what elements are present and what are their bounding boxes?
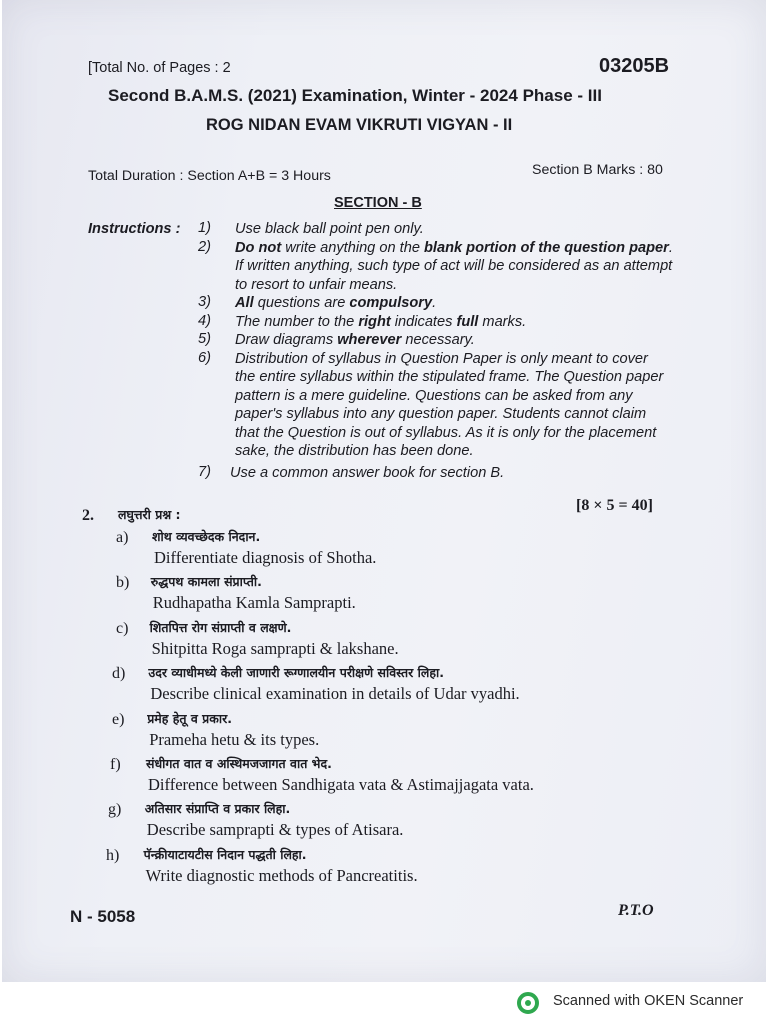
instruction-line: Draw diagrams wherever necessary. — [235, 332, 475, 348]
instruction-line: the entire syllabus within the stipulated frame. The Question paper — [235, 369, 664, 385]
section-heading: SECTION - B — [334, 195, 422, 211]
paper-code: 03205B — [599, 55, 670, 77]
instruction-number: 6) — [198, 349, 211, 366]
instruction-line: paper's syllabus into any question paper. Students cannot claim — [235, 406, 647, 422]
part-english-text: Shitpitta Roga samprapti & lakshane. — [151, 638, 399, 658]
part-marathi-text: पॅन्क्रीयाटायटीस निदान पद्धती लिहा. — [143, 846, 307, 862]
part-english-text: Rudhapatha Kamla Samprapti. — [152, 593, 356, 613]
part-english-text: Describe clinical examination in details of Udar vyadhi. — [150, 684, 520, 704]
part-english-text: Difference between Sandhigata vata & Astimajjagata vata. — [148, 775, 534, 794]
instruction-line: Distribution of syllabus in Question Paper is only meant to cover — [235, 350, 648, 367]
instruction-line: sake, the distribution has been done. — [235, 443, 474, 459]
pto-label: P.T.O — [618, 902, 654, 919]
instruction-number: 1) — [198, 220, 211, 236]
scanner-footer — [0, 982, 768, 1024]
total-pages: [Total No. of Pages : 2 — [88, 60, 231, 76]
instruction-line: If written anything, such type of act will be considered as an attempt — [235, 258, 673, 274]
instruction-line: Do not write anything on the blank portion of the question paper. — [235, 239, 673, 256]
part-letter: b) — [116, 574, 130, 592]
part-letter: g) — [108, 801, 122, 819]
part-letter: h) — [106, 846, 120, 864]
part-marathi-text: प्रमेह हेतू व प्रकार. — [147, 710, 232, 726]
part-english-text: Write diagnostic methods of Pancreatitis. — [145, 865, 418, 885]
question-marks: [8 × 5 = 40] — [576, 497, 653, 514]
scanner-watermark-text: Scanned with OKEN Scanner — [553, 993, 744, 1009]
part-letter: d) — [112, 665, 126, 683]
instructions-label: Instructions : — [88, 221, 181, 237]
instruction-number: 5) — [198, 331, 211, 347]
part-english-text: Differentiate diagnosis of Shotha. — [154, 548, 377, 567]
instruction-line: to resort to unfair means. — [235, 276, 398, 293]
total-duration: Total Duration : Section A+B = 3 Hours — [88, 168, 331, 184]
instruction-line: that the Question is out of syllabus. As it is only for the placement — [235, 424, 657, 441]
oken-scanner-logo-icon — [517, 992, 539, 1014]
instruction-line: All questions are compulsory. — [235, 295, 437, 311]
section-marks: Section B Marks : 80 — [532, 162, 663, 178]
part-letter: c) — [116, 619, 129, 637]
instruction-text — [235, 220, 424, 239]
instruction-text — [235, 331, 475, 350]
part-letter: e) — [112, 710, 125, 728]
subject-title: ROG NIDAN EVAM VIKRUTI VIGYAN - II — [206, 116, 513, 134]
instruction-text — [235, 313, 526, 332]
part-marathi-text: शितपित्त रोग संप्राप्ती व लक्षणे. — [149, 619, 292, 635]
part-marathi-text: संधीगत वात व अस्थिमजजागत वात भेद. — [146, 756, 332, 771]
instruction-text — [235, 294, 436, 313]
part-marathi-text: रुद्धपथ कामला संप्राप्ती. — [150, 574, 262, 590]
part-letter: f) — [110, 756, 121, 773]
part-english-text: Prameha hetu & its types. — [149, 729, 320, 749]
instruction-line: The number to the right indicates full marks. — [235, 313, 527, 330]
exam-title: Second B.A.M.S. (2021) Examination, Winter - 2024 Phase - III — [108, 86, 602, 105]
part-marathi-text: अतिसार संप्राप्ति व प्रकार लिहा. — [144, 801, 291, 817]
instruction-line: pattern is a mere guideline. Questions can be asked from any — [235, 387, 633, 404]
question-title: लघुत्तरी प्रश्न : — [118, 507, 181, 522]
part-english-text: Describe samprapti & types of Atisara. — [146, 820, 404, 840]
instruction-text — [230, 464, 504, 483]
question-number: 2. — [82, 507, 94, 524]
part-marathi-text: उदर व्याधीमध्ये केली जाणारी रूग्णालयीन परीक्षणे सविस्तर लिहा. — [148, 665, 444, 681]
instruction-text — [235, 350, 663, 461]
exam-paper-sheet — [2, 0, 766, 982]
part-marathi-text: शोथ व्यवच्छेदक निदान. — [152, 529, 261, 544]
instruction-number: 4) — [198, 312, 211, 329]
instruction-line: Use a common answer book for section B. — [230, 465, 505, 482]
instruction-number: 7) — [198, 464, 211, 481]
instruction-text — [235, 239, 673, 295]
instruction-line: Use black ball point pen only. — [235, 221, 424, 237]
booklet-code: N - 5058 — [70, 907, 136, 926]
instruction-number: 2) — [198, 238, 211, 255]
part-letter: a) — [116, 529, 129, 546]
instruction-number: 3) — [198, 294, 211, 310]
